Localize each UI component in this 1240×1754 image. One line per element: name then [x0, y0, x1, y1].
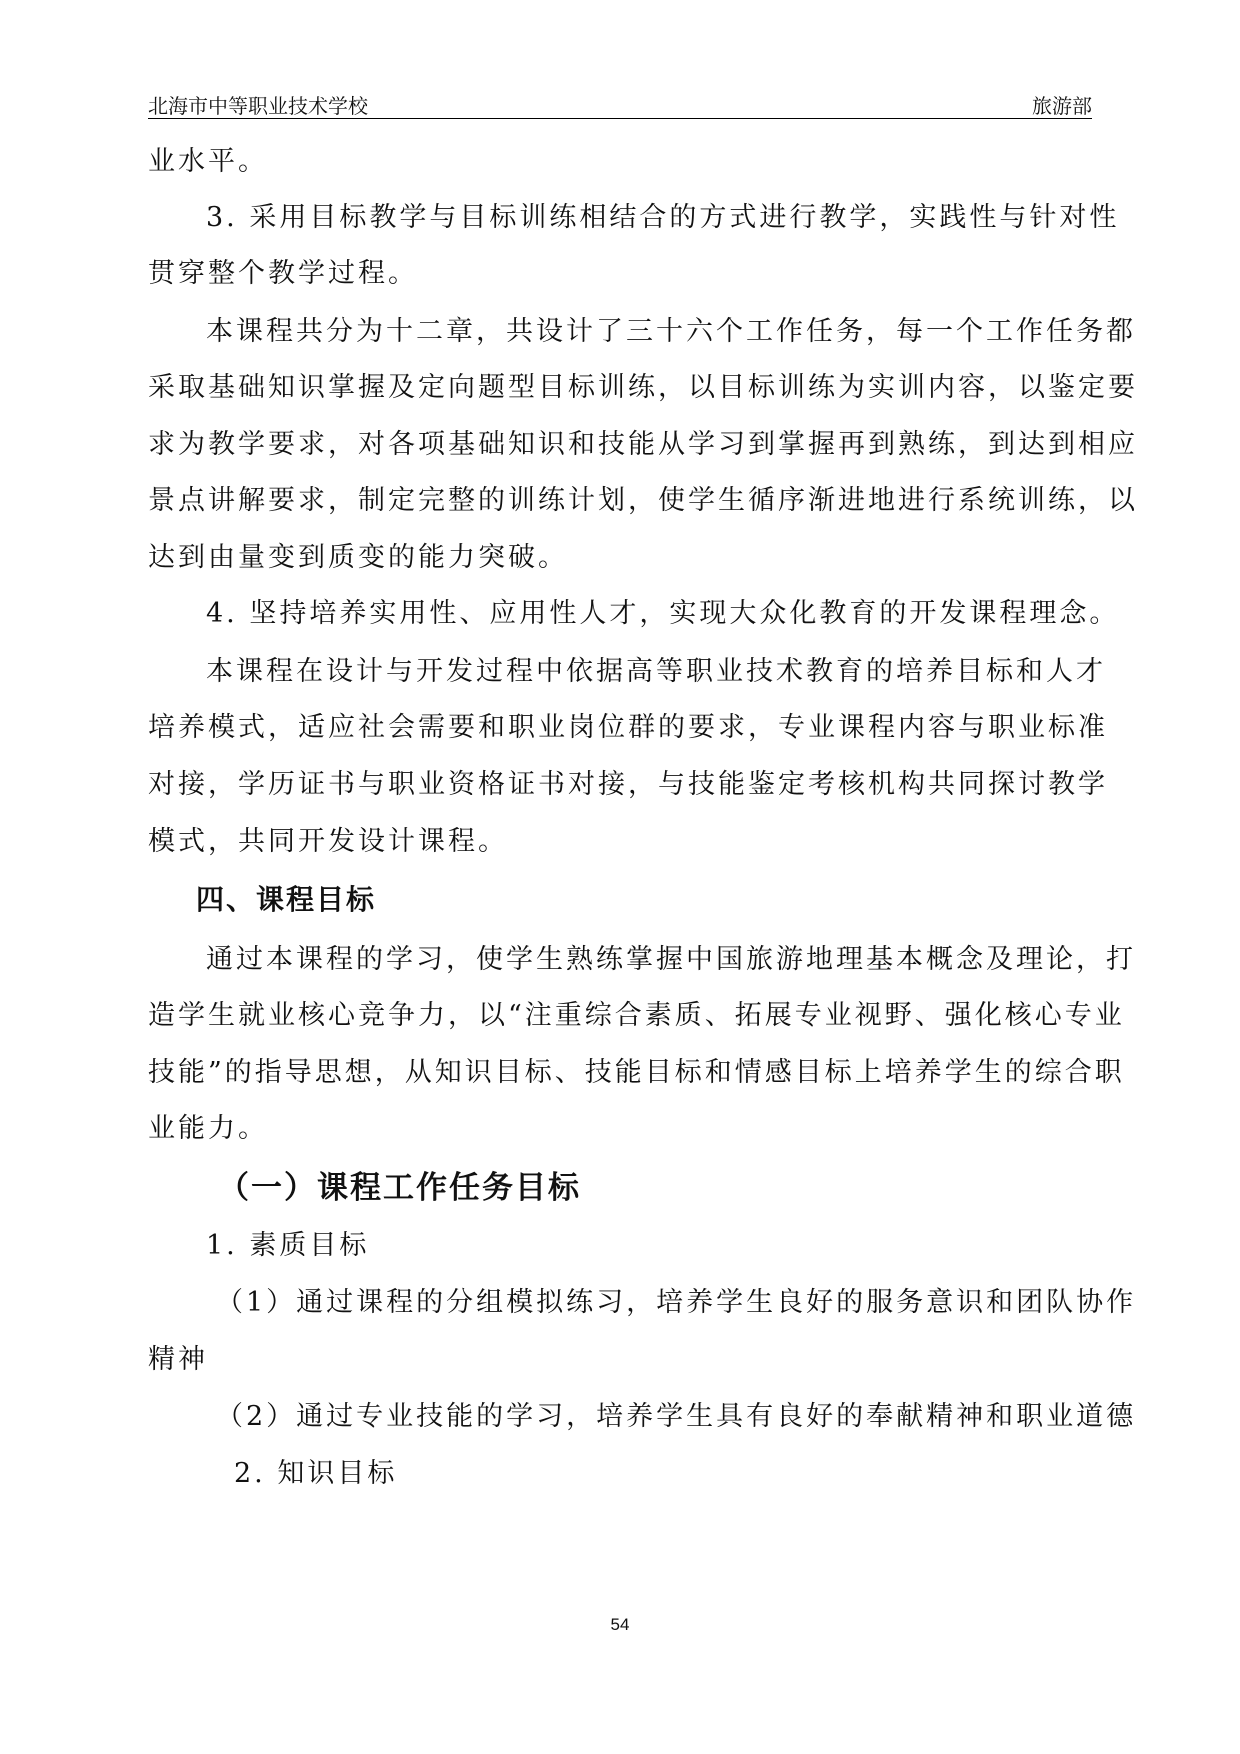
- text-line: 造学生就业核心竞争力，以“注重综合素质、拓展专业视野、强化核心专业: [148, 1000, 1125, 1031]
- text-line: 达到由量变到质变的能力突破。: [148, 542, 568, 573]
- list-item-3: 3. 采用目标教学与目标训练相结合的方式进行教学，实践性与针对性: [206, 202, 1120, 233]
- paragraph-start: 本课程共分为十二章，共设计了三十六个工作任务，每一个工作任务都: [206, 316, 1136, 347]
- text-line: 培养模式，适应社会需要和职业岗位群的要求，专业课程内容与职业标准: [148, 712, 1108, 743]
- page-header: [148, 84, 1092, 119]
- text-line: 技能”的指导思想，从知识目标、技能目标和情感目标上培养学生的综合职: [148, 1057, 1125, 1088]
- list-item-1: 1. 素质目标: [206, 1230, 370, 1261]
- text-line: 模式，共同开发设计课程。: [148, 826, 508, 857]
- header-department: 旅游部: [1032, 96, 1092, 118]
- text-line: 求为教学要求，对各项基础知识和技能从学习到掌握再到熟练，到达到相应: [148, 429, 1138, 460]
- text-line: 采取基础知识掌握及定向题型目标训练，以目标训练为实训内容，以鉴定要: [148, 372, 1138, 403]
- text-line: 贯穿整个教学过程。: [148, 258, 418, 289]
- sub-item-2: （2）通过专业技能的学习，培养学生具有良好的奉献精神和职业道德: [216, 1401, 1137, 1432]
- list-item-2: 2. 知识目标: [234, 1458, 398, 1489]
- header-school-name: 北海市中等职业技术学校: [148, 96, 368, 118]
- text-line: 业水平。: [148, 146, 268, 177]
- paragraph-start: 本课程在设计与开发过程中依据高等职业技术教育的培养目标和人才: [206, 656, 1106, 687]
- sub-item-1: （1）通过课程的分组模拟练习，培养学生良好的服务意识和团队协作: [216, 1287, 1137, 1318]
- list-item-4: 4. 坚持培养实用性、应用性人才，实现大众化教育的开发课程理念。: [206, 598, 1120, 629]
- paragraph-start: 通过本课程的学习，使学生熟练掌握中国旅游地理基本概念及理论，打: [206, 944, 1136, 975]
- section-heading: 四、课程目标: [196, 883, 377, 916]
- text-line: 景点讲解要求，制定完整的训练计划，使学生循序渐进地进行系统训练，以: [148, 485, 1138, 516]
- subsection-heading: （一）课程工作任务目标: [218, 1170, 581, 1206]
- text-line: 对接，学历证书与职业资格证书对接，与技能鉴定考核机构共同探讨教学: [148, 769, 1108, 800]
- page-number: 54: [610, 1615, 630, 1634]
- text-line: 精神: [148, 1344, 208, 1375]
- text-line: 业能力。: [148, 1113, 268, 1144]
